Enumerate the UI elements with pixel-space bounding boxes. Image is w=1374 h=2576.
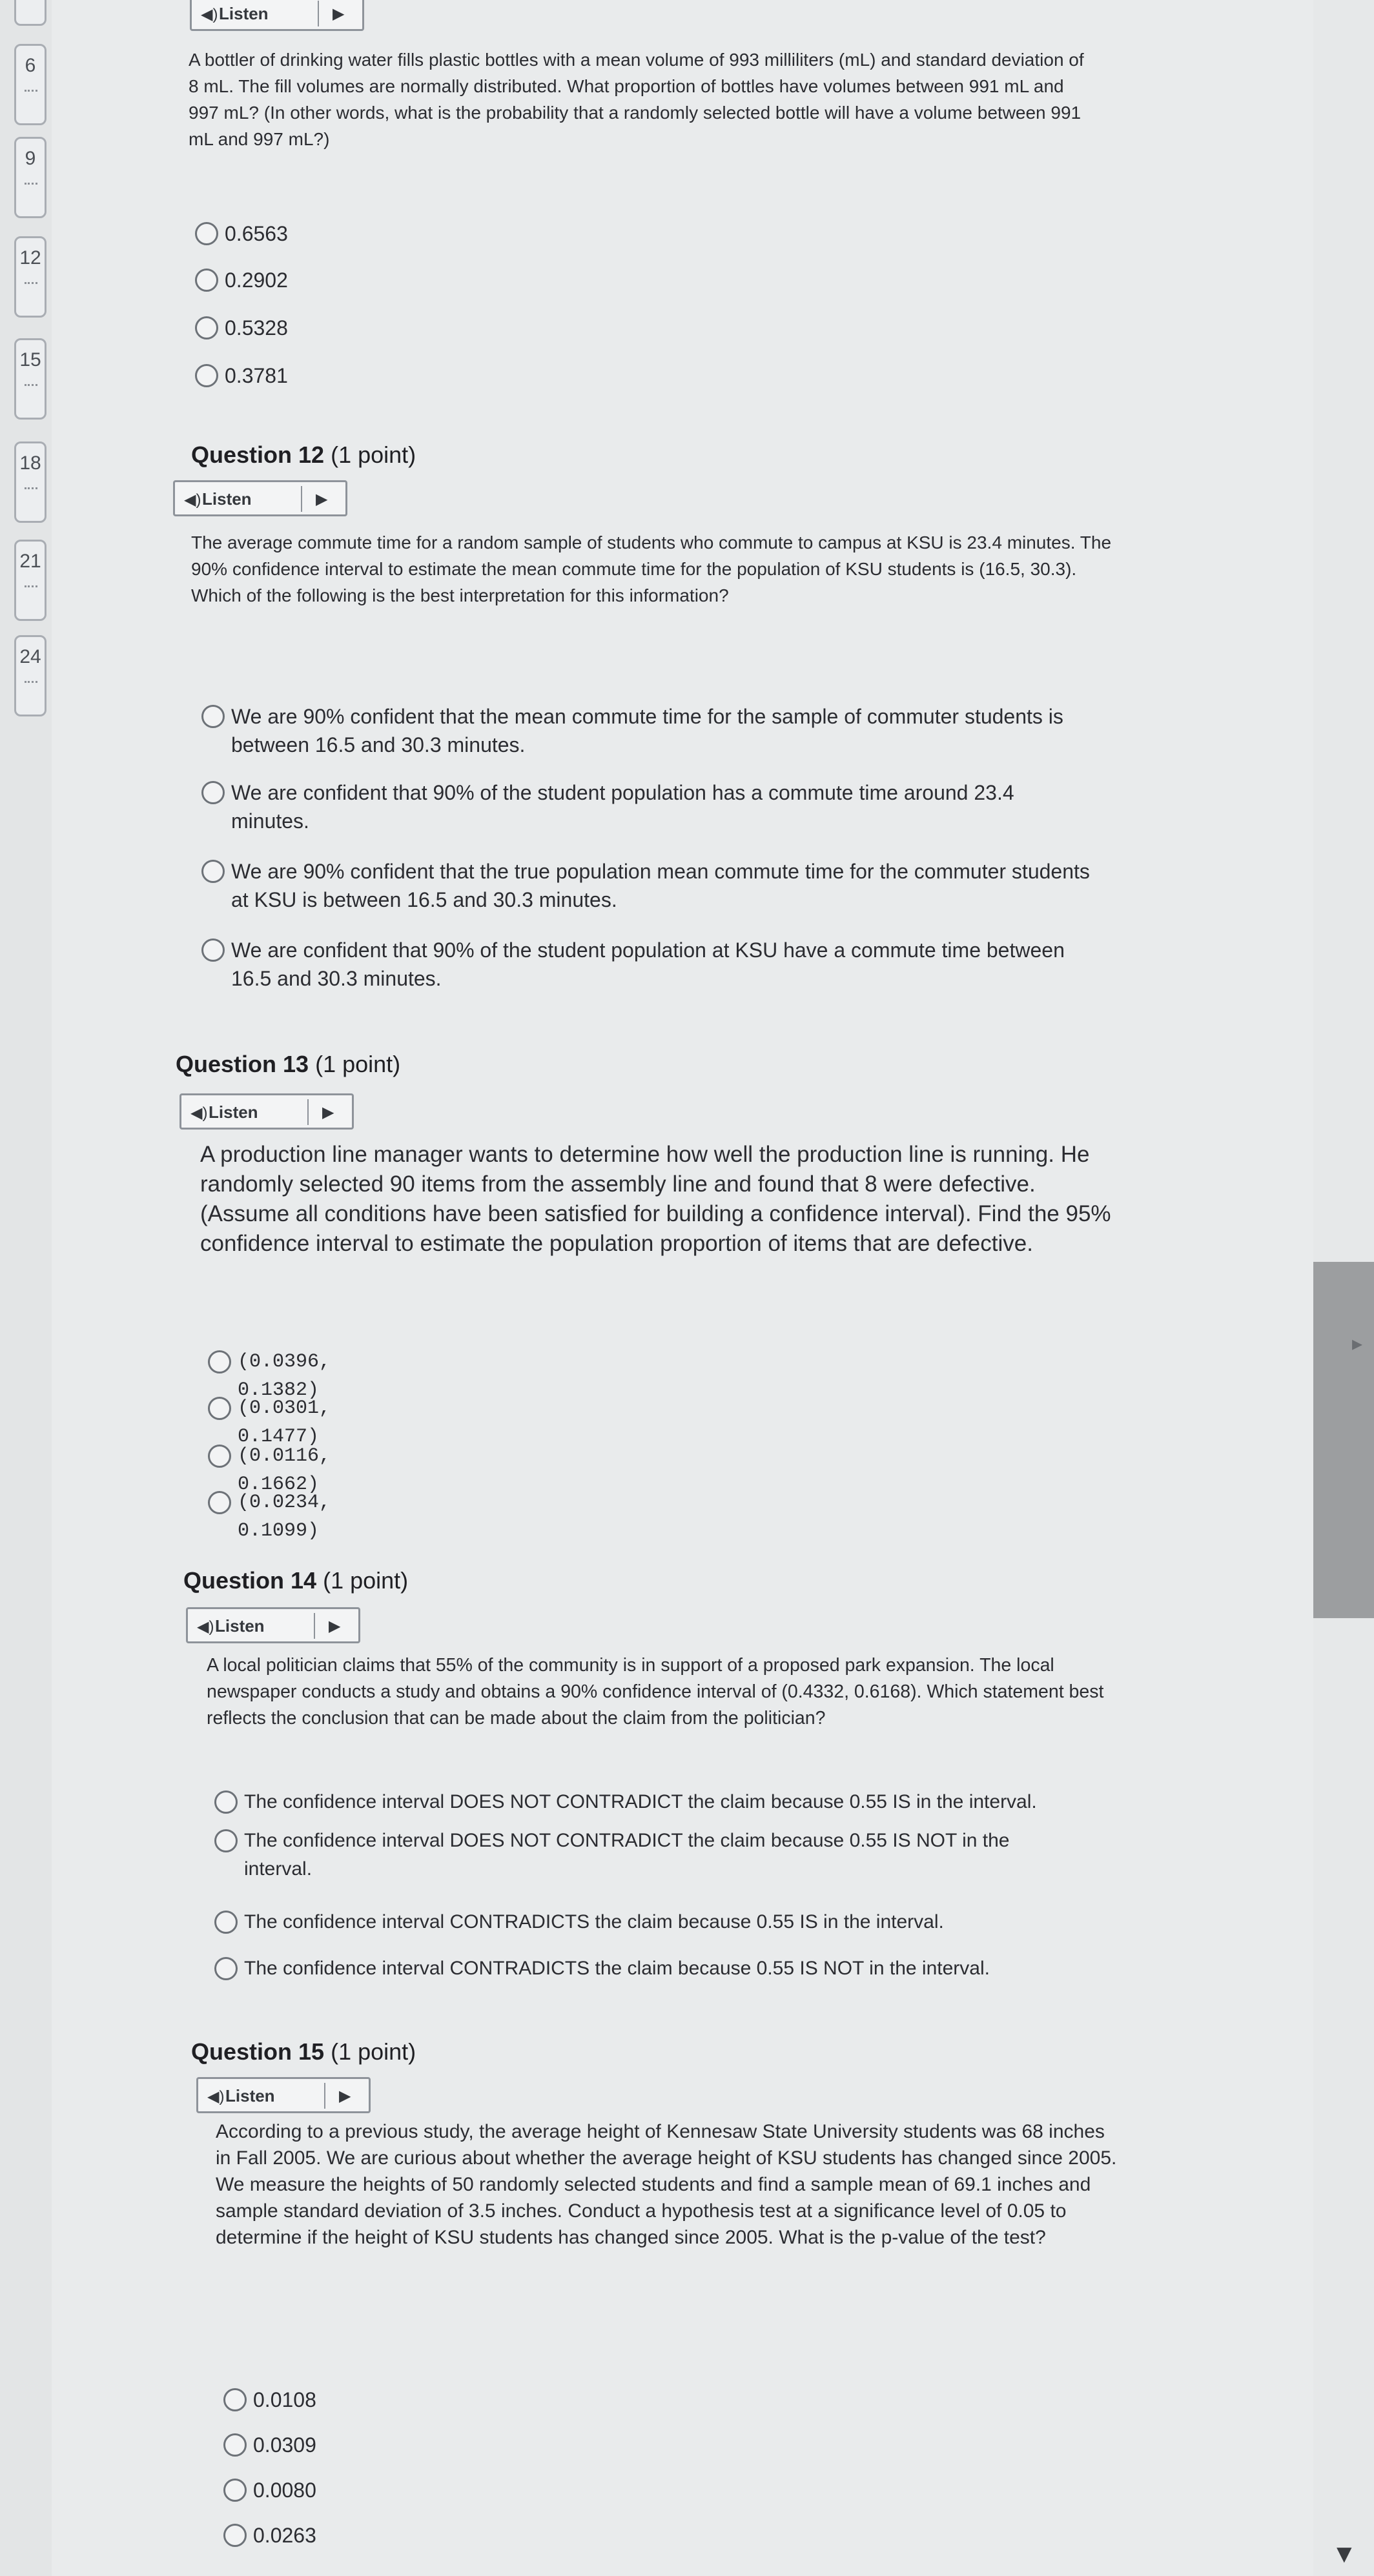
nav-cell-page-12[interactable] xyxy=(14,236,46,318)
question-points: (1 point) xyxy=(331,2038,416,2065)
answer-text: We are confident that 90% of the student population has a commute time around 23.4 minutes. xyxy=(231,781,1014,833)
play-icon[interactable]: ▶ xyxy=(322,1104,334,1121)
scroll-down-icon[interactable]: ▼ xyxy=(1331,2540,1357,2568)
question-points: (1 point) xyxy=(331,441,416,468)
answer-text: 0.2902 xyxy=(225,269,288,292)
play-icon[interactable]: ▶ xyxy=(316,491,328,508)
question-title xyxy=(183,1567,408,1594)
nav-cell-page-18[interactable] xyxy=(14,441,46,523)
radio-button[interactable] xyxy=(208,1445,231,1468)
question-points: (1 point) xyxy=(315,1051,401,1077)
nav-status-dash xyxy=(25,384,37,389)
answer-text: 0.0309 xyxy=(253,2433,316,2457)
nav-page-number: 21 xyxy=(19,551,41,572)
nav-status-dash xyxy=(25,90,37,94)
listen-divider xyxy=(324,2083,325,2109)
question-number: Question 14 xyxy=(183,1567,317,1594)
answer-text: The confidence interval DOES NOT CONTRADICT the claim because 0.55 IS NOT in the interval. xyxy=(244,1830,1010,1880)
question-number: Question 13 xyxy=(176,1051,309,1077)
question-stem: A local politician claims that 55% of the community is in support of a proposed park expansion. The local newspaper conducts a study and obtains a 90% confidence interval of (0.4332, 0.6168). Which statement best reflects the conclusion that can be made about the claim from the politician? xyxy=(207,1655,1104,1729)
listen-divider xyxy=(307,1099,309,1125)
radio-button[interactable] xyxy=(214,1790,238,1814)
answer-text: (0.0116, 0.1662) xyxy=(238,1445,331,1496)
speaker-icon: ◀) xyxy=(201,6,218,23)
question-points: (1 point) xyxy=(323,1567,409,1594)
answer-text: (0.0234, 0.1099) xyxy=(238,1492,331,1542)
nav-page-number: 6 xyxy=(25,55,36,76)
nav-status-dash xyxy=(25,183,37,187)
radio-button[interactable] xyxy=(201,705,225,728)
question-title xyxy=(176,1051,400,1078)
play-icon[interactable]: ▶ xyxy=(329,1618,341,1635)
answer-text: 0.0080 xyxy=(253,2479,316,2502)
chevron-right-icon[interactable]: ▸ xyxy=(1352,1332,1363,1355)
answer-text: We are 90% confident that the mean commute time for the sample of commuter students is between 16.5 and 30.3 minutes. xyxy=(231,705,1063,756)
radio-button[interactable] xyxy=(195,316,218,340)
answer-text: 0.6563 xyxy=(225,222,288,245)
answer-text: We are 90% confident that the true population mean commute time for the commuter students at KSU is between 16.5 and 30.3 minutes. xyxy=(231,860,1090,911)
radio-button[interactable] xyxy=(208,1397,231,1420)
question-number: Question 12 xyxy=(191,441,325,468)
nav-cell-page-9[interactable] xyxy=(14,137,46,218)
question-stem: According to a previous study, the average height of Kennesaw State University students was 68 inches in Fall 2005. We are curious about whether the average height of KSU students has changed since 2005. We measure the heights of 50 randomly selected students and find a sample mean of 69.1 inches and sample standard deviation of 3.5 inches. Conduct a hypothesis test at a significance level of 0.05 to determine if the height of KSU students has changed since 2005. What is the p-value of the test? xyxy=(216,2121,1117,2248)
listen-button[interactable] xyxy=(196,2077,371,2113)
nav-status-dash xyxy=(25,282,37,287)
nav-cell-partial[interactable] xyxy=(14,0,46,26)
speaker-icon: ◀) xyxy=(197,1618,214,1636)
radio-button[interactable] xyxy=(208,1350,231,1374)
listen-button[interactable] xyxy=(186,1607,360,1643)
speaker-icon: ◀) xyxy=(184,491,201,509)
nav-page-number: 15 xyxy=(19,349,41,370)
radio-button[interactable] xyxy=(195,269,218,292)
nav-page-number: 9 xyxy=(25,148,36,169)
listen-button[interactable] xyxy=(179,1093,354,1130)
listen-divider xyxy=(314,1613,315,1639)
radio-button[interactable] xyxy=(223,2433,247,2457)
nav-status-dash xyxy=(25,585,37,590)
radio-button[interactable] xyxy=(201,860,225,883)
radio-button[interactable] xyxy=(201,938,225,962)
answer-text: The confidence interval CONTRADICTS the claim because 0.55 IS NOT in the interval. xyxy=(244,1958,990,1979)
play-icon[interactable]: ▶ xyxy=(333,5,345,23)
nav-status-dash xyxy=(25,487,37,492)
answer-text: We are confident that 90% of the student population at KSU have a commute time between 16.5 and 30.3 minutes. xyxy=(231,938,1065,990)
nav-status-dash xyxy=(25,681,37,685)
question-title xyxy=(191,441,416,469)
answer-text: The confidence interval DOES NOT CONTRADICT the claim because 0.55 IS in the interval. xyxy=(244,1791,1037,1812)
radio-button[interactable] xyxy=(223,2479,247,2502)
answer-text: 0.0263 xyxy=(253,2524,316,2547)
answer-text: 0.5328 xyxy=(225,316,288,340)
radio-button[interactable] xyxy=(214,1829,238,1852)
answer-text: 0.0108 xyxy=(253,2388,316,2411)
question-stem: The average commute time for a random sample of students who commute to campus at KSU is 23.4 minutes. The 90% confidence interval to estimate the mean commute time for the population of KSU students is (16.5, 30.3). Which of the following is the best interpretation for this information? xyxy=(191,532,1112,605)
question-stem: A bottler of drinking water fills plastic bottles with a mean volume of 993 milliliters (mL) and standard deviation of 8 mL. The fill volumes are normally distributed. What proportion of bottles have volumes between 991 mL and 997 mL? (In other words, what is the probability that a randomly selected bottle will have a volume between 991 mL and 997 mL?) xyxy=(189,50,1084,149)
nav-cell-page-24[interactable] xyxy=(14,635,46,716)
listen-label: Listen xyxy=(202,489,252,509)
listen-button[interactable] xyxy=(190,0,364,31)
listen-label: Listen xyxy=(215,1616,265,1636)
radio-button[interactable] xyxy=(214,1911,238,1934)
listen-button[interactable] xyxy=(173,480,347,516)
radio-button[interactable] xyxy=(195,222,218,245)
radio-button[interactable] xyxy=(223,2388,247,2411)
answer-text: The confidence interval CONTRADICTS the claim because 0.55 IS in the interval. xyxy=(244,1911,944,1932)
nav-page-number: 12 xyxy=(19,247,41,269)
scrollbar-thumb[interactable] xyxy=(1313,1262,1374,1618)
answer-text: 0.3781 xyxy=(225,364,288,387)
listen-label: Listen xyxy=(225,2086,275,2105)
listen-label: Listen xyxy=(219,4,269,23)
nav-page-number: 18 xyxy=(19,452,41,474)
listen-label: Listen xyxy=(209,1102,258,1122)
radio-button[interactable] xyxy=(195,364,218,387)
radio-button[interactable] xyxy=(208,1491,231,1514)
listen-divider xyxy=(301,486,302,512)
nav-page-number: 24 xyxy=(19,646,41,667)
question-nav-sidebar xyxy=(0,0,52,2576)
nav-cell-page-21[interactable] xyxy=(14,540,46,621)
speaker-icon: ◀) xyxy=(207,2088,225,2105)
radio-button[interactable] xyxy=(201,781,225,804)
listen-divider xyxy=(318,1,319,26)
answer-text: (0.0396, 0.1382) xyxy=(238,1351,331,1401)
radio-button[interactable] xyxy=(214,1957,238,1980)
radio-button[interactable] xyxy=(223,2524,247,2547)
nav-cell-page-6[interactable] xyxy=(14,44,46,125)
answer-text: (0.0301, 0.1477) xyxy=(238,1397,331,1448)
question-stem: A production line manager wants to determine how well the production line is running. He randomly selected 90 items from the assembly line and found that 8 were defective. (Assume all conditions have been satisfied for building a confidence interval). Find the 95% confidence interval to estimate the population proportion of items that are defective. xyxy=(200,1142,1111,1256)
question-number: Question 15 xyxy=(191,2038,325,2065)
nav-cell-page-15[interactable] xyxy=(14,338,46,420)
question-title xyxy=(191,2038,416,2065)
speaker-icon: ◀) xyxy=(190,1104,208,1122)
play-icon[interactable]: ▶ xyxy=(339,2087,351,2105)
